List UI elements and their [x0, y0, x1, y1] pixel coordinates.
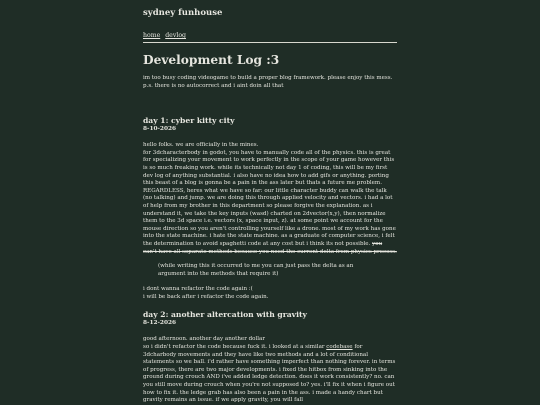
nav-link-devlog[interactable]: devlog — [165, 32, 187, 39]
entry-date: 8-10-2026 — [143, 126, 177, 133]
top-nav — [143, 32, 397, 43]
entry-title: day 2: another altercation with gravity — [143, 310, 307, 320]
entry-date: 8-12-2026 — [143, 320, 177, 327]
entry-paragraph — [143, 150, 397, 256]
struck-text: you can't have all separate methods because you need the current delta from physics process. — [143, 240, 397, 255]
nav-link-home[interactable]: home — [143, 32, 161, 39]
site-title: sydney funhouse — [143, 8, 223, 18]
entry-body-text: so i didn't refactor the code because fuck it. i looked at a similar — [143, 344, 325, 351]
page-title: Development Log :3 — [143, 53, 280, 67]
codebase-link[interactable]: codebase — [326, 344, 353, 351]
page-container — [143, 0, 397, 405]
devlog-entry-2 — [143, 310, 397, 404]
entry-paragraph: hello folks. we are officially in the mines. — [143, 142, 259, 149]
entry-aside: (while writing this it occurred to me you can just pass the delta as an argument into the methods that require it) — [158, 263, 354, 277]
entry-paragraph: i dont wanna refactor the code again :( — [143, 286, 253, 293]
entry-body-text: for 3dcharbody movements and they have like two methods and a lot of conditional statements so we ball. i'd rather have something imperfect than nothing forever. in terms of progress, there are two major developments. i fixed the hitbox from sinking into the ground during crouch AND i've added ledge detection. does it work consistently? no. can you still move during crouch when you're not supposed to? yes. i'll fix it when i figure out how to fix it. the ledge grab has also been a pain in the ass. i made a handy chart but gravity remains an issue. if we apply gravity, you will fall — [143, 344, 396, 404]
intro-text: im too busy coding videogame to build a proper blog framework. please enjoy this mess. p.s. there is no autocorrect and i aint doin all that — [143, 75, 393, 89]
entry-paragraph: i will be back after i refactor the code again. — [143, 293, 269, 300]
entry-paragraph: good afternoon. another day another dollar — [143, 336, 266, 343]
devlog-entry-1 — [143, 116, 397, 301]
entry-body-text: for 3dcharacterbody in godot, you have to manually code all of the physics. this is great for specializing your movement to work perfectly in the scope of your game however this is so much freaking work. while its technically not day 1 of coding, this will be my first dev log of anything substantial. i also have no idea how to add gifs or anything. porting this beast of a blog is gonna be a pain in the ass later but thats a future me problem. REGARDLESS, heres what we have so far: our little character buddy can walk the talk (no talking) and jump. we are doing this through applied velocity and vectors. i had a lot of help from my brother in this department so please forgive the explanation. as i understand it, we take the key inputs (wasd) charted on 2dvector(x,y), then normalize them to the 3d space i.e. vectors (x, space input, z). at some point we account for the mouse direction so you aren't controlling yourself like a drone. most of my work has gone into the state machine. i hate the state machine. as a graduate of computer science, i felt the determination to avoid spaghetti code at any cost but i think its not possible. — [143, 149, 396, 247]
entry-paragraph — [143, 344, 397, 405]
entry-title: day 1: cyber kitty city — [143, 116, 235, 126]
